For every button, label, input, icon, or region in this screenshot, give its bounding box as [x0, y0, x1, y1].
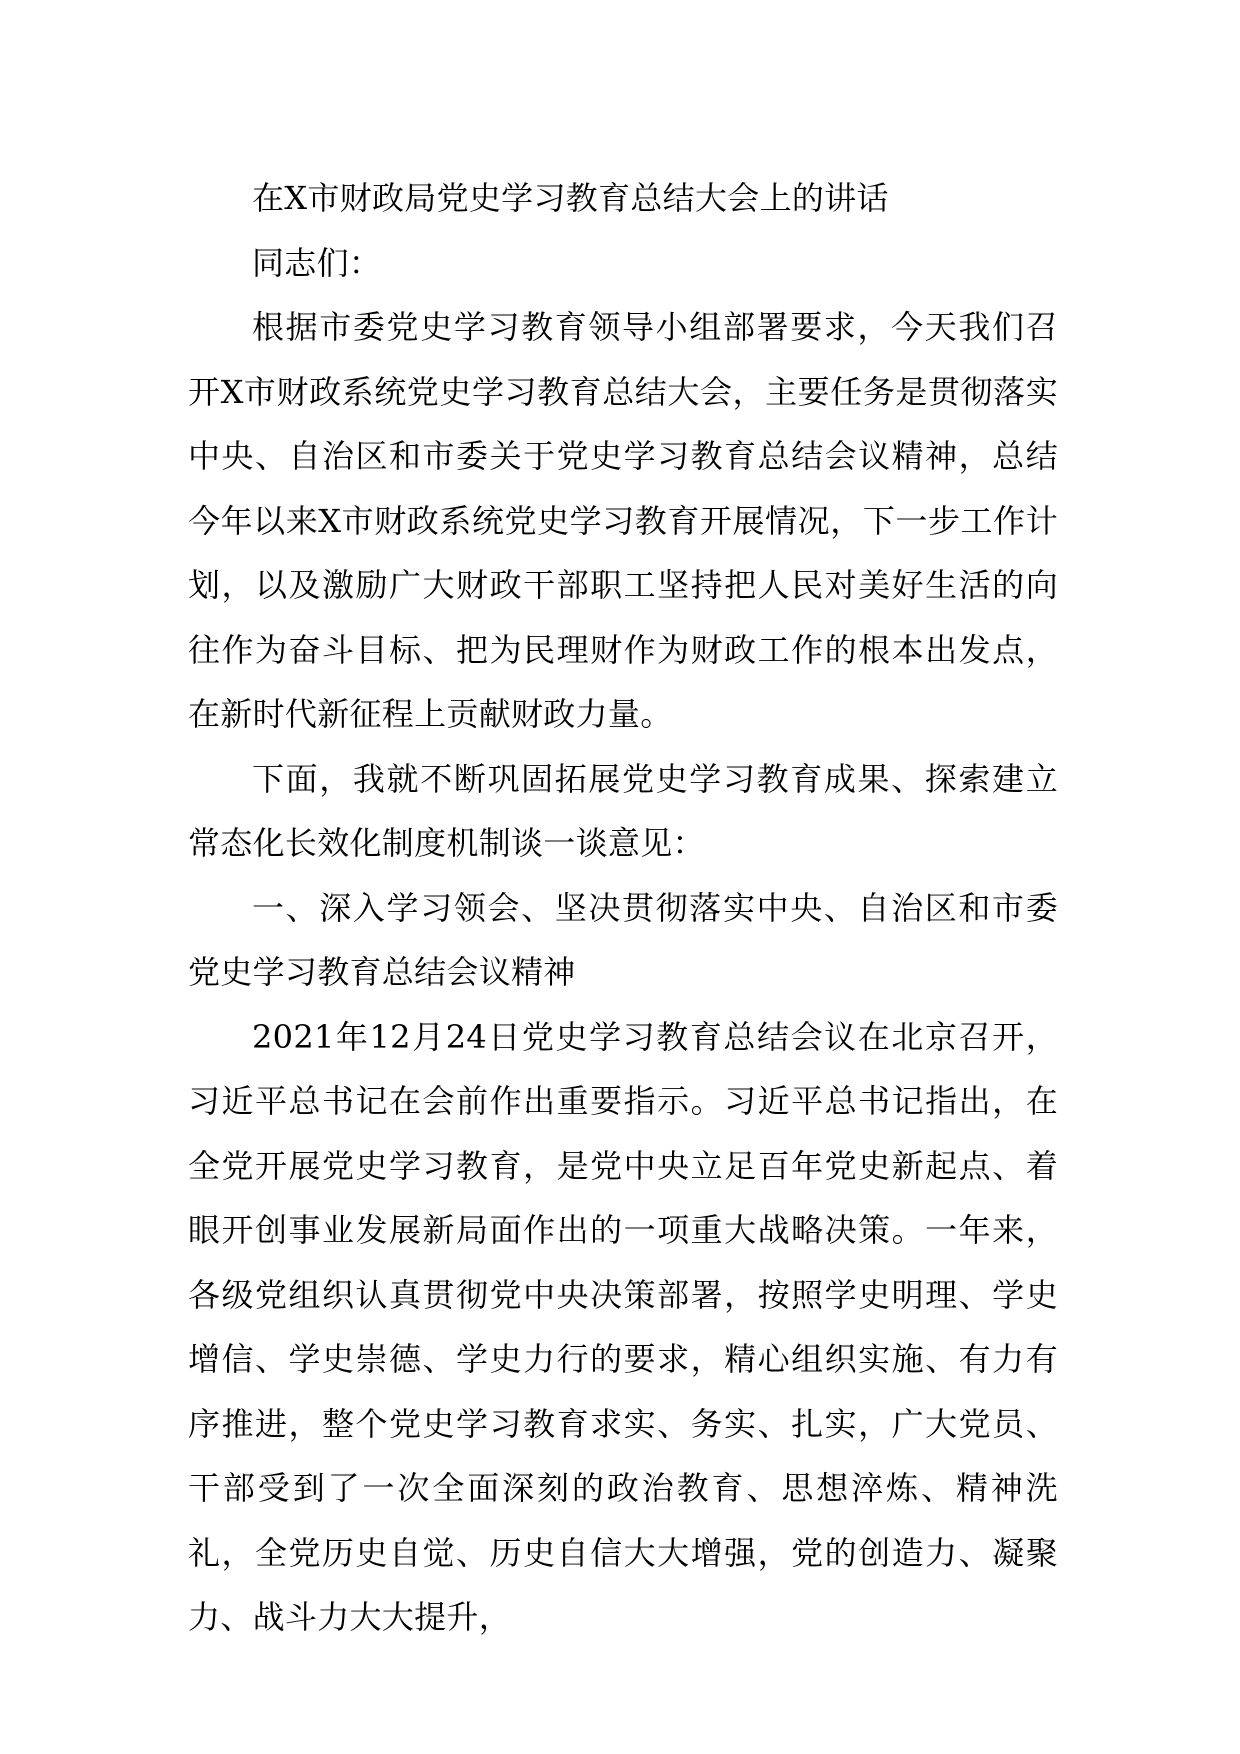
document-body [188, 166, 1058, 1650]
document-title: 在X市财政局党史学习教育总结大会上的讲话 [252, 179, 889, 217]
section-heading-1: 一、深入学习领会、坚决贯彻落实中央、自治区和市委党史学习教育总结会议精神 [188, 888, 1058, 991]
paragraph-intro: 根据市委党史学习教育领导小组部署要求，今天我们召开X市财政系统党史学习教育总结大会，主要任务是贯彻落实中央、自治区和市委关于党史学习教育总结会议精神，总结今年以来X市财政系统党史学习教育开展情况，下一步工作计划，以及激励广大财政干部职工坚持把人民对美好生活的向往作为奋斗目标、把为民理财作为财政工作的根本出发点，在新时代新征程上贡献财政力量。 [188, 308, 1058, 733]
paragraph-outline: 下面，我就不断巩固拓展党史学习教育成果、探索建立常态化长效化制度机制谈一谈意见： [188, 759, 1058, 862]
paragraph-section-1: 2021年12月24日党史学习教育总结会议在北京召开，习近平总书记在会前作出重要指示。习近平总书记指出，在全党开展党史学习教育，是党中央立足百年党史新起点、着眼开创事业发展新局面作出的一项重大战略决策。一年来，各级党组织认真贯彻党中央决策部署，按照学史明理、学史增信、学史崇德、学史力行的要求，精心组织实施、有力有序推进，整个党史学习教育求实、务实、扎实，广大党员、干部受到了一次全面深刻的政治教育、思想淬炼、精神洗礼，全党历史自觉、历史自信大大增强，党的创造力、凝聚力、战斗力大大提升， [188, 1017, 1058, 1636]
salutation: 同志们： [252, 243, 382, 282]
